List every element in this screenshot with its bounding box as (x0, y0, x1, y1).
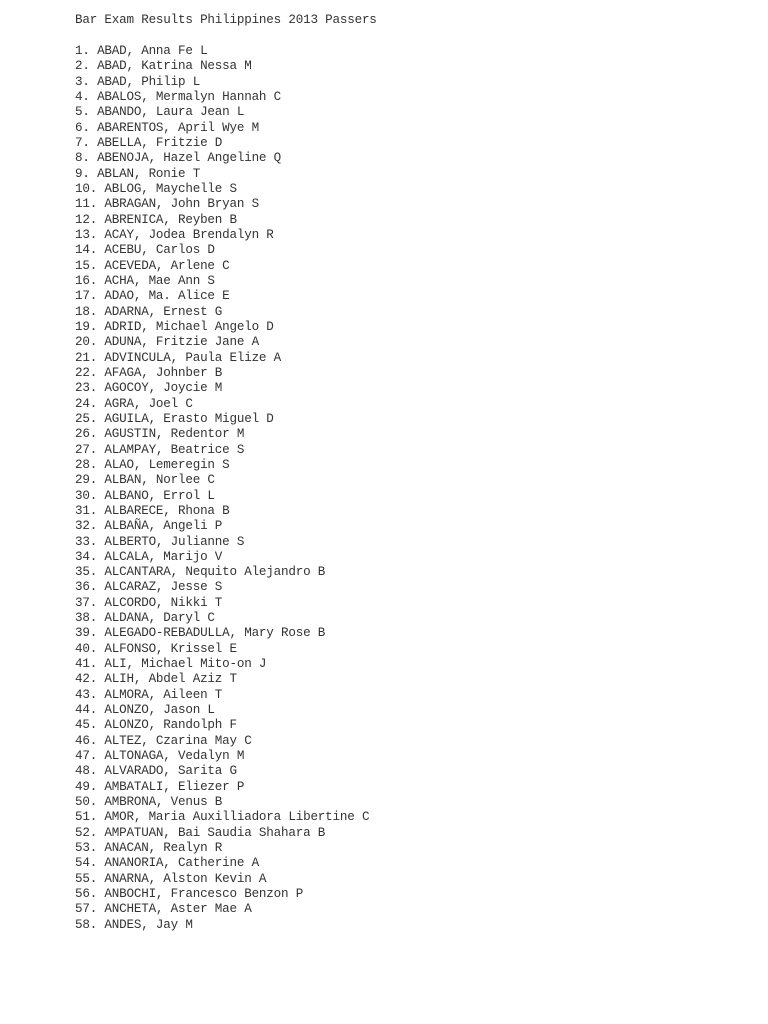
passer-entry: 39. ALEGADO-REBADULLA, Mary Rose B (75, 626, 326, 641)
passer-entry: 34. ALCALA, Marijo V (75, 549, 223, 564)
passer-entry: 54. ANANORIA, Catherine A (75, 856, 259, 871)
passer-entry: 18. ADARNA, Ernest G (75, 304, 223, 319)
passer-entry: 27. ALAMPAY, Beatrice S (75, 442, 245, 457)
passer-entry: 46. ALTEZ, Czarina May C (75, 733, 252, 748)
document-title: Bar Exam Results Philippines 2013 Passers (75, 13, 377, 27)
passer-entry: 49. AMBATALI, Eliezer P (75, 779, 245, 794)
passer-entry: 25. AGUILA, Erasto Miguel D (75, 411, 274, 426)
passer-entry: 23. AGOCOY, Joycie M (75, 381, 223, 396)
passer-entry: 41. ALI, Michael Mito-on J (75, 657, 267, 672)
passer-entry: 8. ABENOJA, Hazel Angeline Q (75, 151, 282, 166)
passer-entry: 20. ADUNA, Fritzie Jane A (75, 335, 259, 350)
passer-entry: 14. ACEBU, Carlos D (75, 243, 215, 258)
passer-entry: 29. ALBAN, Norlee C (75, 473, 215, 488)
passer-entry: 16. ACHA, Mae Ann S (75, 273, 215, 288)
passer-entry: 38. ALDANA, Daryl C (75, 611, 215, 626)
passer-entry: 42. ALIH, Abdel Aziz T (75, 672, 237, 687)
passer-entry: 10. ABLOG, Maychelle S (75, 181, 237, 196)
passer-entry: 19. ADRID, Michael Angelo D (75, 319, 274, 334)
passer-entry: 12. ABRENICA, Reyben B (75, 212, 237, 227)
passer-entry: 56. ANBOCHI, Francesco Benzon P (75, 887, 304, 902)
passer-entry: 45. ALONZO, Randolph F (75, 718, 237, 733)
passer-entry: 44. ALONZO, Jason L (75, 703, 215, 718)
passer-entry: 13. ACAY, Jodea Brendalyn R (75, 227, 274, 242)
passer-entry: 6. ABARENTOS, April Wye M (75, 120, 259, 135)
passer-entry: 37. ALCORDO, Nikki T (75, 595, 223, 610)
passer-entry: 30. ALBANO, Errol L (75, 488, 215, 503)
passer-entry: 43. ALMORA, Aileen T (75, 687, 223, 702)
passer-entry: 32. ALBAÑA, Angeli P (75, 519, 223, 534)
passer-entry: 55. ANARNA, Alston Kevin A (75, 871, 267, 886)
passer-entry: 33. ALBERTO, Julianne S (75, 534, 245, 549)
passer-entry: 7. ABELLA, Fritzie D (75, 135, 223, 150)
passer-entry: 3. ABAD, Philip L (75, 74, 201, 89)
passer-entry: 36. ALCARAZ, Jesse S (75, 580, 223, 595)
passer-entry: 58. ANDES, Jay M (75, 917, 193, 932)
passer-entry: 2. ABAD, Katrina Nessa M (75, 59, 252, 74)
passer-entry: 53. ANACAN, Realyn R (75, 841, 223, 856)
passer-entry: 22. AFAGA, Johnber B (75, 365, 223, 380)
passer-entry: 40. ALFONSO, Krissel E (75, 641, 237, 656)
passer-entry: 1. ABAD, Anna Fe L (75, 44, 208, 58)
passer-entry: 17. ADAO, Ma. Alice E (75, 289, 230, 304)
passer-entry: 50. AMBRONA, Venus B (75, 795, 223, 810)
passer-entry: 51. AMOR, Maria Auxilliadora Libertine C (75, 810, 370, 825)
title-spacer (75, 29, 377, 44)
passer-entry: 47. ALTONAGA, Vedalyn M (75, 749, 245, 764)
passer-entry: 11. ABRAGAN, John Bryan S (75, 197, 259, 212)
passer-entry: 24. AGRA, Joel C (75, 396, 193, 411)
passer-entry: 26. AGUSTIN, Redentor M (75, 427, 245, 442)
passer-entry: 28. ALAO, Lemeregin S (75, 457, 230, 472)
passer-entry: 57. ANCHETA, Aster Mae A (75, 902, 252, 917)
passers-list (75, 44, 377, 933)
passer-entry: 52. AMPATUAN, Bai Saudia Shahara B (75, 825, 326, 840)
passer-entry: 31. ALBARECE, Rhona B (75, 503, 230, 518)
passer-entry: 5. ABANDO, Laura Jean L (75, 105, 245, 120)
passer-entry: 15. ACEVEDA, Arlene C (75, 258, 230, 273)
passer-entry: 4. ABALOS, Mermalyn Hannah C (75, 89, 282, 104)
document-page (75, 12, 377, 933)
passer-entry: 48. ALVARADO, Sarita G (75, 764, 237, 779)
passer-entry: 9. ABLAN, Ronie T (75, 166, 201, 181)
passer-entry: 21. ADVINCULA, Paula Elize A (75, 350, 282, 365)
passer-entry: 35. ALCANTARA, Nequito Alejandro B (75, 565, 326, 580)
